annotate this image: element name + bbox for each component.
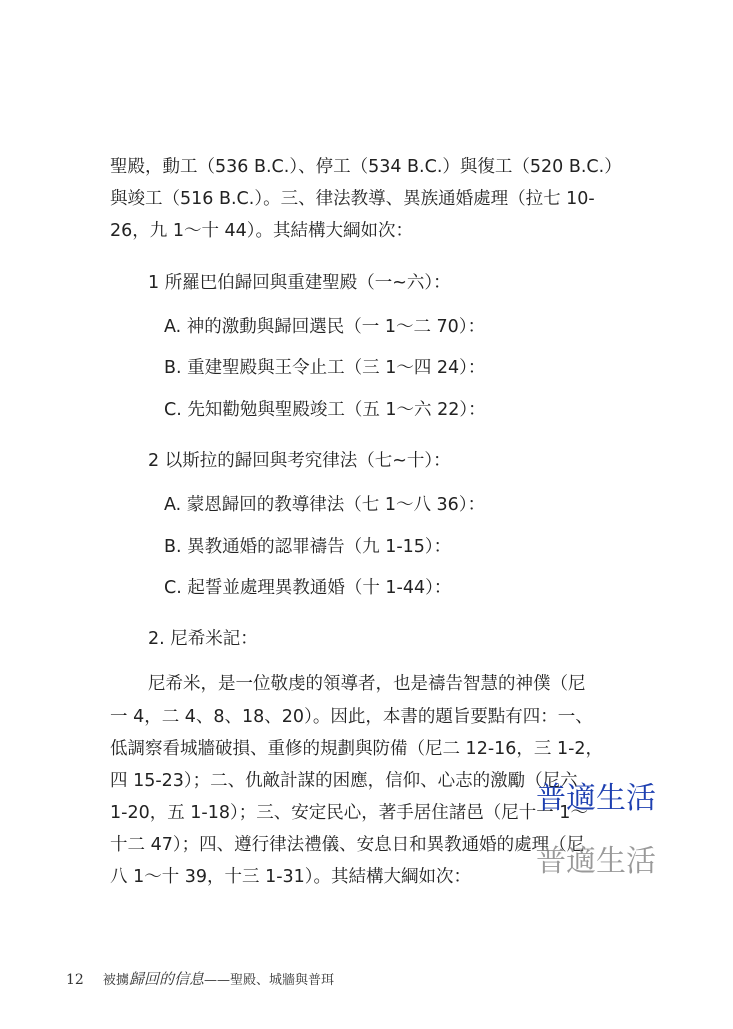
paragraph-line: 1-20，五 1-18）；三、安定民心，著手居住諸邑（尼十一 1～ <box>110 803 588 823</box>
outline-item: C. 先知勸勉與聖殿竣工（五 1～六 22）： <box>164 400 486 420</box>
intro-line: 聖殿，動工（536 B.C.）、停工（534 B.C.）與復工（520 B.C.） <box>110 157 622 177</box>
outline-item: A. 蒙恩歸回的教導律法（七 1～八 36）： <box>164 495 486 515</box>
outline-item: B. 異教通婚的認罪禱告（九 1-15）： <box>164 537 452 557</box>
outline-item: C. 起誓並處理異教通婚（十 1-44）： <box>164 578 452 598</box>
watermark-secondary: 普適生活 <box>536 844 656 879</box>
paragraph-line: 低調察看城牆破損、重修的規劃與防備（尼二 12-16，三 1-2， <box>110 739 604 759</box>
running-title-prefix: 被擄 <box>102 973 129 988</box>
watermark-primary: 普適生活 <box>536 781 656 816</box>
page-number: 12 <box>66 972 84 988</box>
outline-item: A. 神的激動與歸回選民（一 1～二 70）： <box>164 317 486 337</box>
intro-line: 26，九 1～十 44）。其結構大綱如次： <box>110 221 414 241</box>
outline-heading: 2 以斯拉的歸回與考究律法（七~十）： <box>148 451 451 471</box>
intro-line: 與竣工（516 B.C.）。三、律法教導、異族通婚處理（拉七 10- <box>110 189 595 209</box>
running-title-suffix: ——聖殿、城牆與普珥 <box>203 973 334 988</box>
outline-item: B. 重建聖殿與王令止工（三 1～四 24）： <box>164 358 486 378</box>
paragraph-line: 四 15-23）；二、仇敵計謀的困應，信仰、心志的激勵（尼六 <box>110 771 578 791</box>
page-footer <box>66 968 334 989</box>
paragraph-line: 八 1～十 39，十三 1-31）。其結構大綱如次： <box>110 867 472 887</box>
running-title-script: 歸回的信息 <box>128 970 204 988</box>
paragraph-line: 十二 47）；四、遵行律法禮儀、安息日和異教通婚的處理（尼 <box>110 835 585 855</box>
outline-heading: 1 所羅巴伯歸回與重建聖殿（一~六）： <box>148 273 451 293</box>
section-heading: 2. 尼希米記： <box>148 629 258 649</box>
paragraph-line: 尼希米，是一位敬虔的領導者，也是禱告智慧的神僕（尼 <box>148 674 586 694</box>
paragraph-line: 一 4，二 4、8、18、20）。因此，本書的題旨要點有四：一、 <box>110 707 593 727</box>
